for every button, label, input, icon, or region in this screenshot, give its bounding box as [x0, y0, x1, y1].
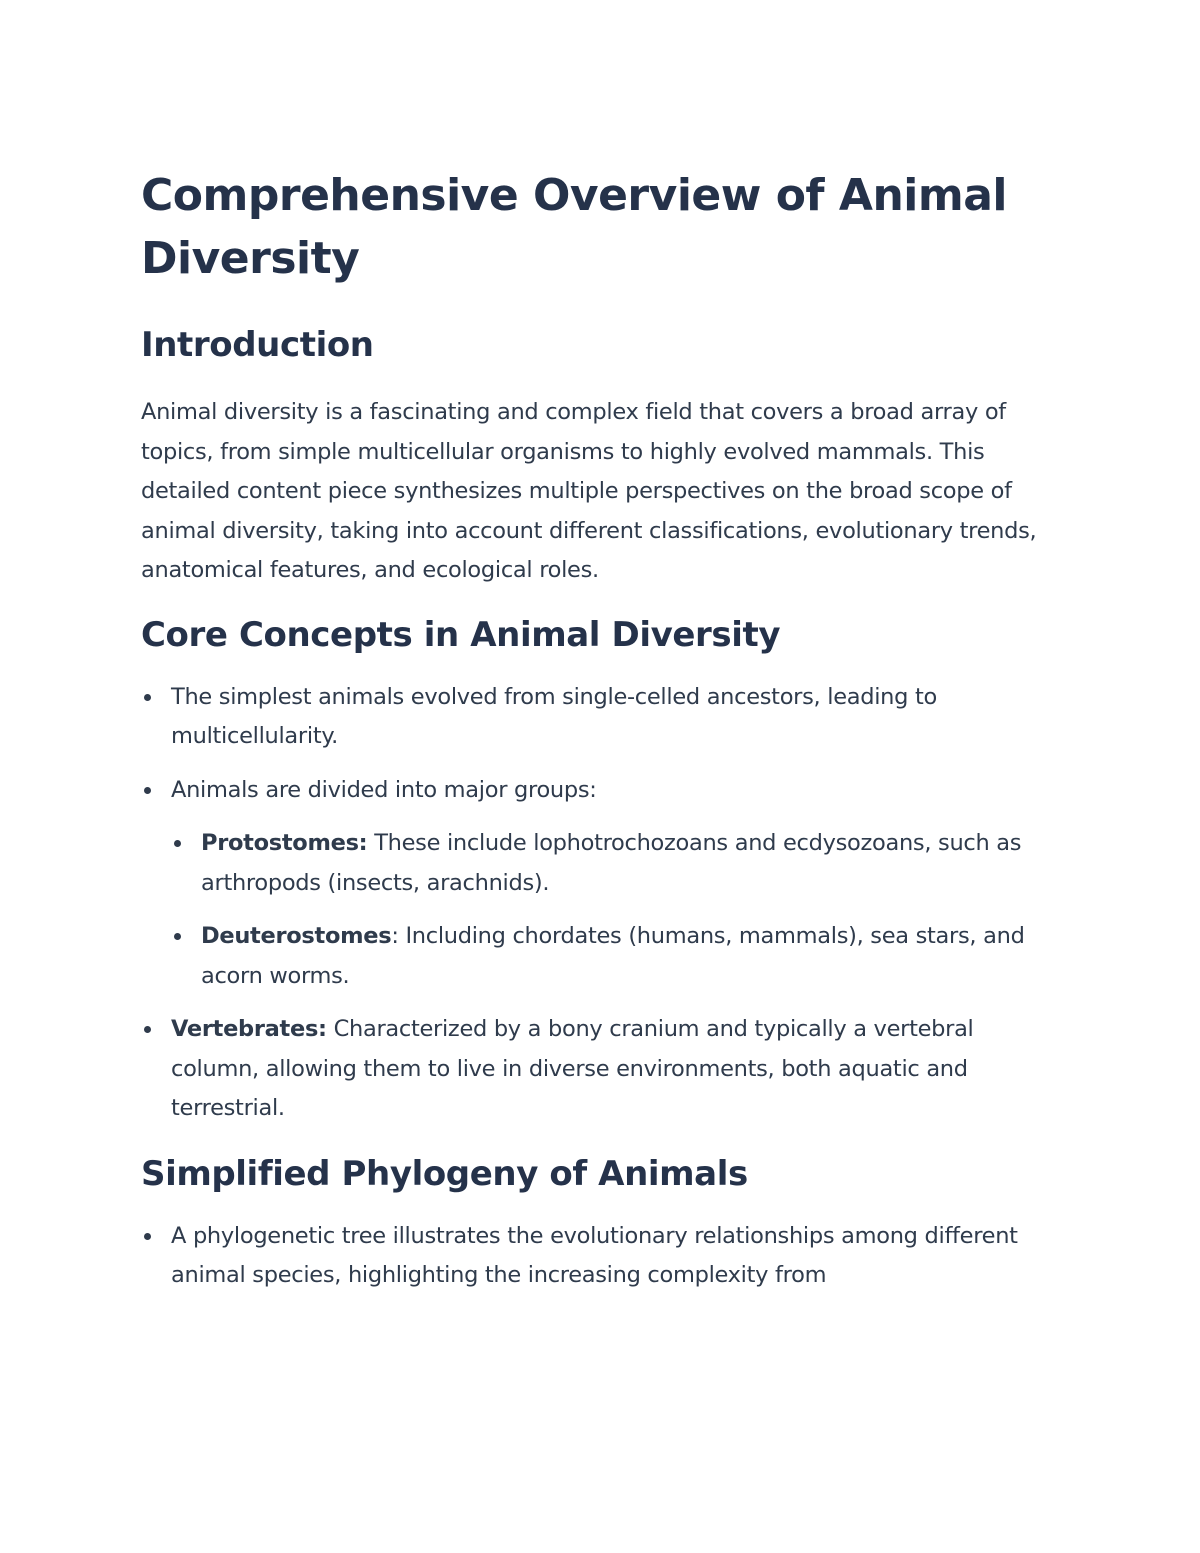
sublist-item: [171, 824, 1066, 903]
document-page: [141, 164, 1066, 1296]
list-item-text: Animals are divided into major groups:: [171, 776, 597, 803]
page-title: Comprehensive Overview of Animal Diversity: [141, 170, 1007, 284]
list-item: [141, 678, 1066, 757]
heading-core-concepts: Core Concepts in Animal Diversity: [141, 614, 781, 655]
term-vertebrates: Vertebrates:: [171, 1016, 327, 1042]
term-deuterostomes: Deuterostomes: [201, 923, 392, 949]
term-protostomes: Protostomes:: [201, 830, 368, 856]
core-concepts-list: [141, 678, 1066, 1129]
bullet-icon: [144, 787, 151, 794]
bullet-icon: [174, 933, 181, 940]
list-item: [141, 1217, 1066, 1296]
phylogeny-list: [141, 1217, 1066, 1296]
major-groups-sublist: [171, 824, 1066, 996]
bullet-icon: [144, 1233, 151, 1240]
deuterostomes-description: : Including chordates (humans, mammals), sea stars, and acorn worms.: [201, 923, 1025, 989]
list-item: [141, 771, 1066, 997]
list-item-text: The simplest animals evolved from single-celled ancestors, leading to multicellularity.: [171, 683, 937, 749]
heading-phylogeny: Simplified Phylogeny of Animals: [141, 1153, 748, 1194]
bullet-icon: [144, 1026, 151, 1033]
list-item: [141, 1010, 1066, 1129]
sublist-item: [171, 917, 1066, 996]
list-item-text: A phylogenetic tree illustrates the evolutionary relationships among different animal species, highlighting the increasing complexity from: [171, 1222, 1018, 1288]
heading-introduction: Introduction: [141, 325, 374, 365]
intro-paragraph: Animal diversity is a fascinating and complex field that covers a broad array of topics, from simple multicellular organisms to highly evolved mammals. This detailed content piece synthesizes multiple perspectives on the broad scope of animal diversity, taking into account different classifications, evolutionary trends, anatomical features, and ecological roles.: [141, 399, 1037, 583]
bullet-icon: [144, 694, 151, 701]
vertebrates-description: Characterized by a bony cranium and typically a vertebral column, allowing them to live in diverse environments, both aquatic and terrestrial.: [171, 1016, 974, 1121]
bullet-icon: [174, 840, 181, 847]
protostomes-description: These include lophotrochozoans and ecdysozoans, such as arthropods (insects, arachnids).: [201, 830, 1022, 896]
